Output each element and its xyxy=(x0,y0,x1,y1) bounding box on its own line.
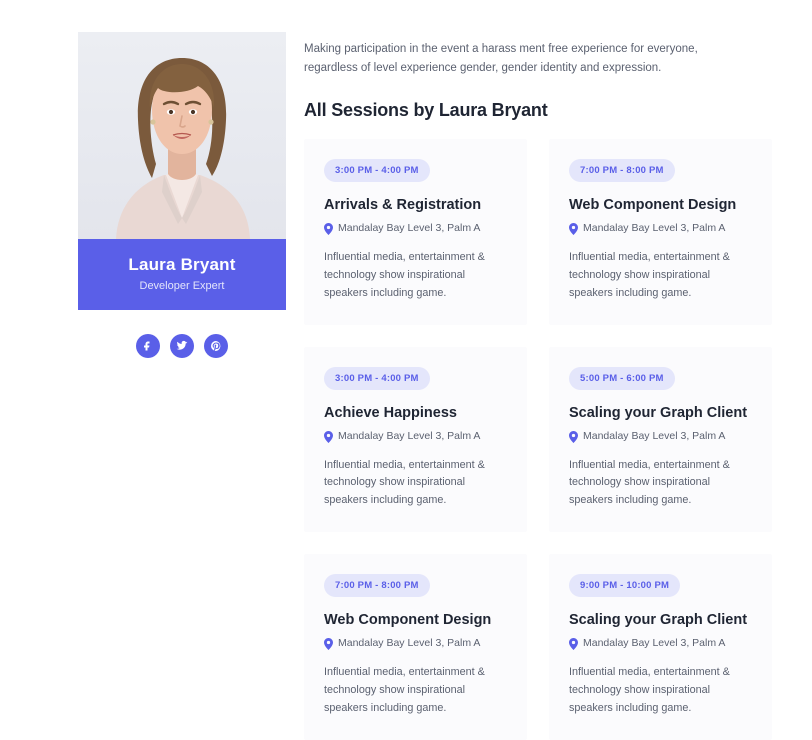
session-card[interactable] xyxy=(304,554,527,740)
session-title: Scaling your Graph Client xyxy=(569,612,748,629)
session-time-badge: 3:00 PM - 4:00 PM xyxy=(324,367,430,390)
session-card[interactable] xyxy=(304,347,527,533)
session-location-text: Mandalay Bay Level 3, Palm A xyxy=(338,429,481,442)
session-title: Web Component Design xyxy=(569,196,737,213)
session-description: Influential media, entertainment & technology show inspirational speakers including game. xyxy=(324,458,485,507)
session-title: Arrivals & Registration xyxy=(324,196,482,213)
session-location xyxy=(569,222,752,235)
speaker-photo xyxy=(78,32,286,239)
speaker-name-plate xyxy=(78,239,286,310)
session-location xyxy=(324,430,507,443)
speaker-card xyxy=(78,32,286,310)
session-location-text: Mandalay Bay Level 3, Palm A xyxy=(583,637,726,650)
twitter-icon[interactable] xyxy=(170,334,194,358)
session-location-text: Mandalay Bay Level 3, Palm A xyxy=(583,222,726,235)
session-location xyxy=(324,222,507,235)
social-links xyxy=(78,334,286,358)
session-description: Influential media, entertainment & technology show inspirational speakers including game. xyxy=(324,666,485,714)
session-location xyxy=(569,430,752,443)
session-description: Influential media, entertainment & technology show inspirational speakers including game. xyxy=(569,251,730,299)
map-pin-icon xyxy=(324,431,333,443)
session-description: Influential media, entertainment & technology show inspirational speakers including game. xyxy=(569,458,730,507)
speaker-name: Laura Bryant xyxy=(128,255,236,274)
speaker-sidebar xyxy=(0,0,286,625)
session-location xyxy=(569,637,752,650)
session-location-text: Mandalay Bay Level 3, Palm A xyxy=(583,429,726,442)
session-time-badge: 7:00 PM - 8:00 PM xyxy=(569,159,675,182)
session-location-text: Mandalay Bay Level 3, Palm A xyxy=(338,222,481,235)
session-card[interactable] xyxy=(304,139,527,325)
speaker-role: Developer Expert xyxy=(139,280,225,293)
session-time-badge: 3:00 PM - 4:00 PM xyxy=(324,159,430,182)
facebook-icon[interactable] xyxy=(136,334,160,358)
session-time-badge: 5:00 PM - 6:00 PM xyxy=(569,367,675,390)
sessions-grid xyxy=(304,139,772,740)
sessions-panel xyxy=(286,0,812,714)
session-title: Scaling your Graph Client xyxy=(569,404,748,421)
session-location-text: Mandalay Bay Level 3, Palm A xyxy=(338,637,481,650)
map-pin-icon xyxy=(324,223,333,235)
portrait-illustration xyxy=(78,32,286,239)
speaker-bio: Making participation in the event a harass ment free experience for everyone, regardless of level experience gender, gender identity and expression. xyxy=(304,43,698,74)
session-description: Influential media, entertainment & technology show inspirational speakers including game. xyxy=(324,251,485,299)
map-pin-icon xyxy=(569,223,578,235)
session-location xyxy=(324,637,507,650)
session-title: Achieve Happiness xyxy=(324,404,457,421)
pinterest-icon[interactable] xyxy=(204,334,228,358)
session-description: Influential media, entertainment & technology show inspirational speakers including game. xyxy=(569,666,730,714)
map-pin-icon xyxy=(569,431,578,443)
session-title: Web Component Design xyxy=(324,612,492,629)
session-card[interactable] xyxy=(549,139,772,325)
session-card[interactable] xyxy=(549,347,772,533)
page-title: All Sessions by Laura Bryant xyxy=(304,99,548,120)
session-time-badge: 9:00 PM - 10:00 PM xyxy=(569,574,680,597)
session-time-badge: 7:00 PM - 8:00 PM xyxy=(324,574,430,597)
map-pin-icon xyxy=(324,638,333,650)
session-card[interactable] xyxy=(549,554,772,740)
map-pin-icon xyxy=(569,638,578,650)
